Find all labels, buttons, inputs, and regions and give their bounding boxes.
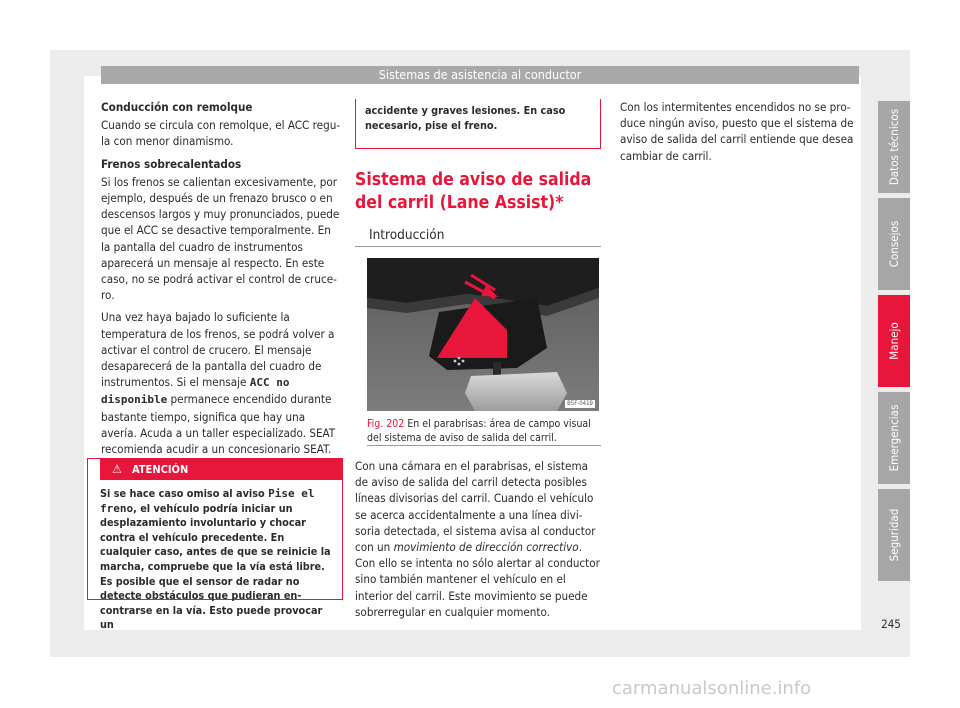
- warning-title: ATENCIÓN: [132, 463, 189, 476]
- paragraph-brakes-cooled: Una vez haya bajado lo suficiente la temperatura de los frenos, se podrá volver a activar el control de crucero. El mensaje desaparecerá de la pantalla del cuadro de instrumentos. Si el mensaje ACC no disponible permanece encendido durante bastante tiempo, significa que hay una avería. Acuda a un taller especializado. SEAT recomienda acudir a un concesionario SEAT.: [101, 310, 336, 457]
- chapter-header: Sistemas de asistencia al conductor: [101, 66, 859, 84]
- figure-label: Fig. 202: [367, 418, 405, 430]
- section-title: Sistema de aviso de salida del carril (Lane Assist)*: [355, 170, 592, 213]
- tab-emergencias[interactable]: Emergencias: [878, 392, 910, 484]
- warning-continuation-text: accidente y graves lesiones. En caso necesario, pise el freno.: [365, 104, 566, 132]
- paragraph-indicators: Con los intermitentes encendidos no se produce ningún aviso, puesto que el sistema de aviso de salida del carril entiende que desea cambiar de carril.: [620, 100, 854, 163]
- tab-seguridad[interactable]: Seguridad: [878, 489, 910, 581]
- heading-brakes: Frenos sobrecalentados: [101, 156, 242, 171]
- warning-box: [87, 458, 343, 632]
- page-number: 245: [881, 617, 901, 631]
- subtitle-divider: [355, 246, 601, 247]
- heading-trailer: Conducción con remolque: [101, 100, 253, 114]
- paragraph-brakes: Si los frenos se calientan excesivamente, por ejemplo, después de un frenazo brusco o en descensos largos y muy pronunciados, puede que el ACC se desactive temporalmente. En la pantalla del cuadro de instrumentos aparecerá un mensaje al respecto. En este caso, no se podrá activar el control de crucero.: [101, 174, 340, 303]
- paragraph-lane-assist-intro: Con una cámara en el parabrisas, el sistema de aviso de salida del carril detecta posibles líneas divisorias del carril. Cuando el vehículo se acerca accidentalmente a una línea divisoria detectada, el sistema avisa al conductor con un movimiento de dirección correctivo. Con ello se intenta no sólo alertar al conductor sino también mantener el vehículo en el interior del carril. Este movimiento se puede sobrerregular en cualquier momento.: [355, 459, 600, 619]
- warning-header: [100, 459, 342, 480]
- code-pise-el-freno: Pise el freno: [100, 487, 315, 515]
- left-column: [101, 99, 341, 463]
- caption-divider: [367, 445, 601, 446]
- figure-windshield-camera: [367, 258, 599, 411]
- tab-consejos[interactable]: Consejos: [878, 198, 910, 290]
- watermark: carmanualsonline.info: [612, 678, 812, 699]
- code-acc-no-disponible: ACC no disponible: [101, 376, 290, 407]
- right-column: [620, 99, 860, 170]
- section-subtitle: Introducción: [369, 227, 445, 243]
- figure-caption: Fig. 202 En el parabrisas: área de campo visual del sistema de aviso de salida del carril.: [367, 418, 591, 444]
- tab-datos-tecnicos[interactable]: Datos técnicos: [878, 101, 910, 193]
- figure-code: B5F-0419: [567, 400, 593, 407]
- windshield-illustration: [367, 258, 599, 411]
- warning-text: Si se hace caso omiso al aviso Pise el freno, el vehículo podría iniciar un desplazamiento involuntario y chocar contra el vehículo precedente. En cualquier caso, antes de que se reinicie la marcha, compruebe que la vía está libre. Es posible que el sensor de radar no detecte obstáculos que pudieran encontrarse en la vía. Esto puede provocar un: [100, 487, 331, 632]
- paragraph-trailer: Cuando se circula con remolque, el ACC regula con menor dinamismo.: [101, 118, 341, 149]
- tab-manejo[interactable]: Manejo: [878, 295, 910, 387]
- warning-triangle-icon: ⚠: [112, 462, 122, 476]
